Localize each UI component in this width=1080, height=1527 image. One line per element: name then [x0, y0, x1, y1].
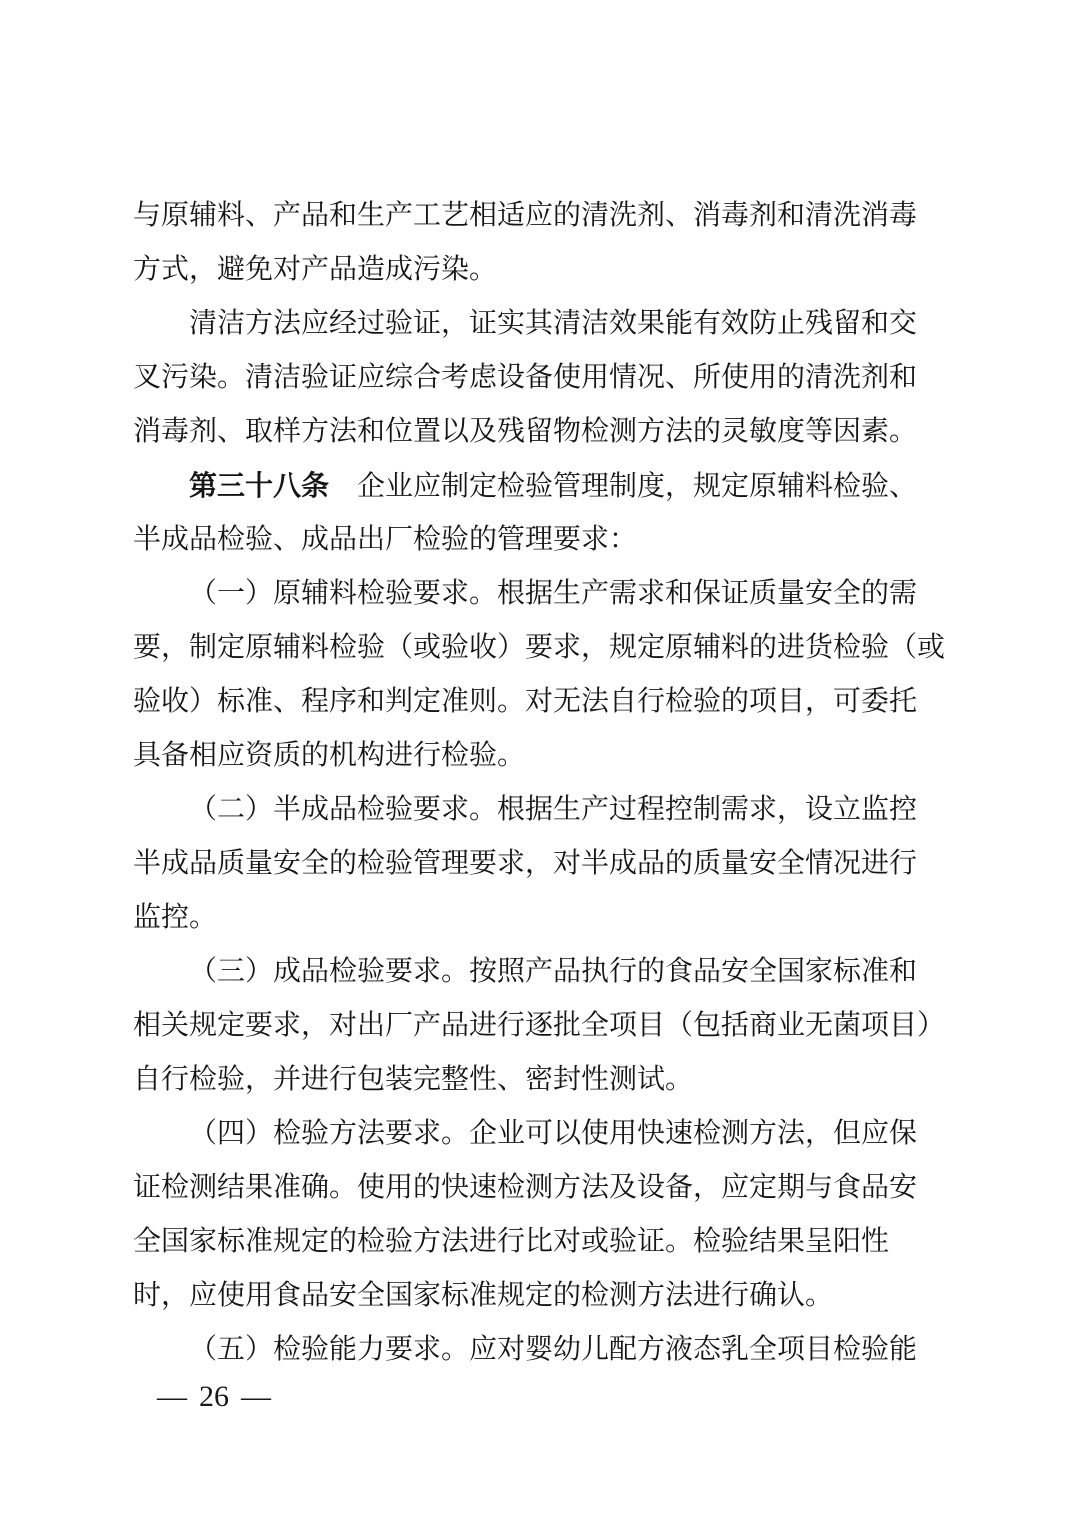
text-line [133, 189, 945, 243]
para-cleaning-agents-continuation [133, 189, 945, 297]
page-footer [157, 1374, 271, 1420]
text-segment: 监控。 [133, 902, 218, 933]
text-segment: 与原辅料、产品和生产工艺相适应的清洗剂、消毒剂和清洗消毒 [133, 200, 918, 231]
text-line [133, 405, 945, 459]
text-segment: 半成品检验、成品出厂检验的管理要求： [133, 524, 638, 555]
text-segment: （五）检验能力要求。应对婴幼儿配方液态乳全项目检验能 [189, 1334, 918, 1365]
text-line [133, 1269, 945, 1323]
text-line [133, 891, 945, 945]
text-segment: 方式，避免对产品造成污染。 [133, 254, 498, 285]
text-line [133, 1215, 945, 1269]
text-segment: 清洁方法应经过验证，证实其清洁效果能有效防止残留和交 [189, 308, 918, 339]
text-segment: （一）原辅料检验要求。根据生产需求和保证质量安全的需 [189, 578, 918, 609]
text-line [133, 729, 945, 783]
text-segment: （二）半成品检验要求。根据生产过程控制需求，设立监控 [189, 794, 918, 825]
para-item-1-raw-material-inspection [133, 567, 945, 783]
text-segment: 具备相应资质的机构进行检验。 [133, 740, 526, 771]
text-segment: 要，制定原辅料检验（或验收）要求，规定原辅料的进货检验（或 [133, 632, 946, 663]
text-line [133, 1161, 945, 1215]
text-line [133, 297, 945, 351]
text-line [133, 351, 945, 405]
footer-dash-right: — [241, 1380, 271, 1413]
text-line [133, 513, 945, 567]
text-segment: 时，应使用食品安全国家标准规定的检测方法进行确认。 [133, 1280, 834, 1311]
text-line [133, 1053, 945, 1107]
text-segment: 半成品质量安全的检验管理要求，对半成品的质量安全情况进行 [133, 848, 918, 879]
text-line [133, 837, 945, 891]
text-segment: 全国家标准规定的检验方法进行比对或验证。检验结果呈阳性 [133, 1226, 890, 1257]
text-segment: （四）检验方法要求。企业可以使用快速检测方法，但应保 [189, 1118, 918, 1149]
article-number-heading: 第三十八条 [189, 470, 330, 501]
para-item-2-semi-finished-inspection [133, 783, 945, 945]
footer-dash-left: — [157, 1380, 187, 1413]
text-line [133, 783, 945, 837]
text-line [133, 999, 945, 1053]
text-segment: 消毒剂、取样方法和位置以及残留物检测方法的灵敏度等因素。 [133, 416, 918, 447]
text-line [133, 675, 945, 729]
document-body [133, 189, 945, 1377]
text-line [133, 1323, 945, 1377]
text-segment: 验收）标准、程序和判定准则。对无法自行检验的项目，可委托 [133, 686, 918, 717]
para-item-4-test-methods [133, 1107, 945, 1323]
para-cleaning-validation [133, 297, 945, 459]
text-line [133, 945, 945, 999]
para-item-3-finished-product-inspection [133, 945, 945, 1107]
text-segment: （三）成品检验要求。按照产品执行的食品安全国家标准和 [189, 956, 918, 987]
text-segment: 自行检验，并进行包装完整性、密封性测试。 [133, 1064, 694, 1095]
text-line [133, 459, 945, 513]
text-line [133, 243, 945, 297]
text-line [133, 567, 945, 621]
text-segment: 相关规定要求，对出厂产品进行逐批全项目（包括商业无菌项目） [133, 1010, 946, 1041]
page-number: 26 [199, 1380, 229, 1413]
text-line [133, 1107, 945, 1161]
para-article-38 [133, 459, 945, 567]
text-segment: 企业应制定检验管理制度，规定原辅料检验、 [329, 471, 918, 502]
text-line [133, 621, 945, 675]
text-segment: 叉污染。清洁验证应综合考虑设备使用情况、所使用的清洗剂和 [133, 362, 918, 393]
text-segment: 证检测结果准确。使用的快速检测方法及设备，应定期与食品安 [133, 1172, 918, 1203]
para-item-5-test-capability [133, 1323, 945, 1377]
